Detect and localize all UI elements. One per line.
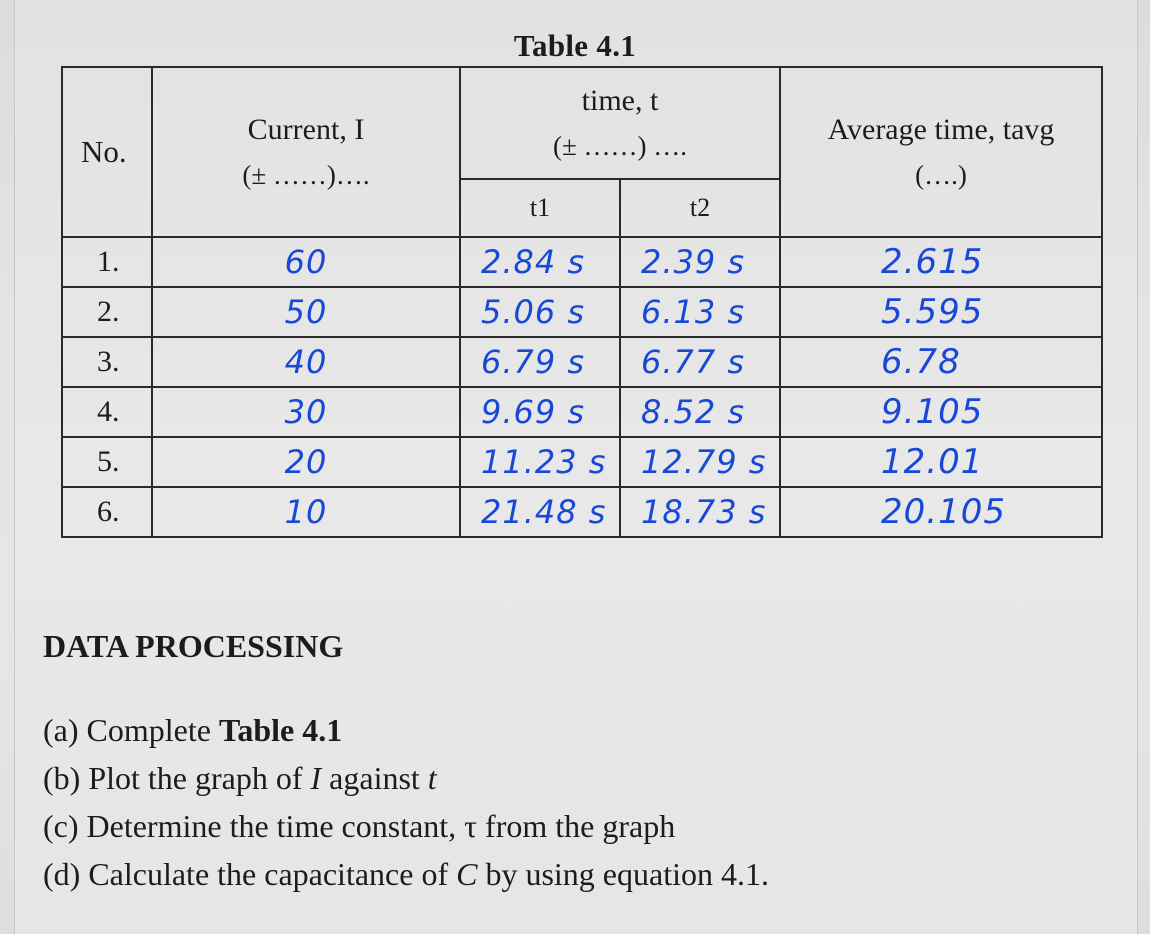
current-value: 40 <box>152 337 460 387</box>
current-value: 10 <box>152 487 460 537</box>
row-number: 6. <box>62 487 152 537</box>
average-value: 2.615 <box>780 237 1102 287</box>
table-caption: Table 4.1 <box>513 28 637 63</box>
table-row <box>62 487 1102 537</box>
header-current <box>152 67 460 237</box>
average-value: 20.105 <box>780 487 1102 537</box>
header-time-unit: (± ……) …. <box>552 130 688 161</box>
row-number: 3. <box>62 337 152 387</box>
t2-value: 18.73 s <box>620 487 780 537</box>
section-title: DATA PROCESSING <box>43 628 344 664</box>
t1-value: 6.79 s <box>460 337 620 387</box>
t1-value: 9.69 s <box>460 387 620 437</box>
average-value: 12.01 <box>780 437 1102 487</box>
t2-value: 12.79 s <box>620 437 780 487</box>
t2-value: 6.77 s <box>620 337 780 387</box>
row-number: 4. <box>62 387 152 437</box>
current-value: 30 <box>152 387 460 437</box>
current-value: 50 <box>152 287 460 337</box>
header-t2: t2 <box>620 179 780 237</box>
header-time <box>460 67 780 179</box>
table-row <box>62 387 1102 437</box>
t1-value: 5.06 s <box>460 287 620 337</box>
header-average <box>780 67 1102 237</box>
table-row <box>62 437 1102 487</box>
row-number: 5. <box>62 437 152 487</box>
t2-value: 6.13 s <box>620 287 780 337</box>
header-t1: t1 <box>460 179 620 237</box>
average-value: 5.595 <box>780 287 1102 337</box>
table-row <box>62 337 1102 387</box>
t2-value: 2.39 s <box>620 237 780 287</box>
current-value: 60 <box>152 237 460 287</box>
header-time-label: time, t <box>581 84 659 118</box>
table-row <box>62 237 1102 287</box>
table-row <box>62 287 1102 337</box>
step-b: (b) Plot the graph of I against t <box>43 760 437 796</box>
header-current-unit: (± ……)…. <box>242 159 370 190</box>
t1-value: 11.23 s <box>460 437 620 487</box>
t1-value: 21.48 s <box>460 487 620 537</box>
row-number: 1. <box>62 237 152 287</box>
row-number: 2. <box>62 287 152 337</box>
step-d: (d) Calculate the capacitance of C by using equation 4.1. <box>43 856 769 892</box>
header-average-unit: (….) <box>915 159 967 190</box>
t1-value: 2.84 s <box>460 237 620 287</box>
average-value: 6.78 <box>780 337 1102 387</box>
average-value: 9.105 <box>780 387 1102 437</box>
step-c: (c) Determine the time constant, τ from the graph <box>43 808 676 844</box>
t2-value: 8.52 s <box>620 387 780 437</box>
step-a: (a) Complete Table 4.1 <box>43 712 343 748</box>
data-table <box>61 66 1103 538</box>
header-current-label: Current, I <box>247 113 365 147</box>
instructions-list <box>43 706 769 898</box>
header-no: No. <box>62 67 152 237</box>
current-value: 20 <box>152 437 460 487</box>
header-average-label: Average time, tavg <box>827 113 1055 147</box>
